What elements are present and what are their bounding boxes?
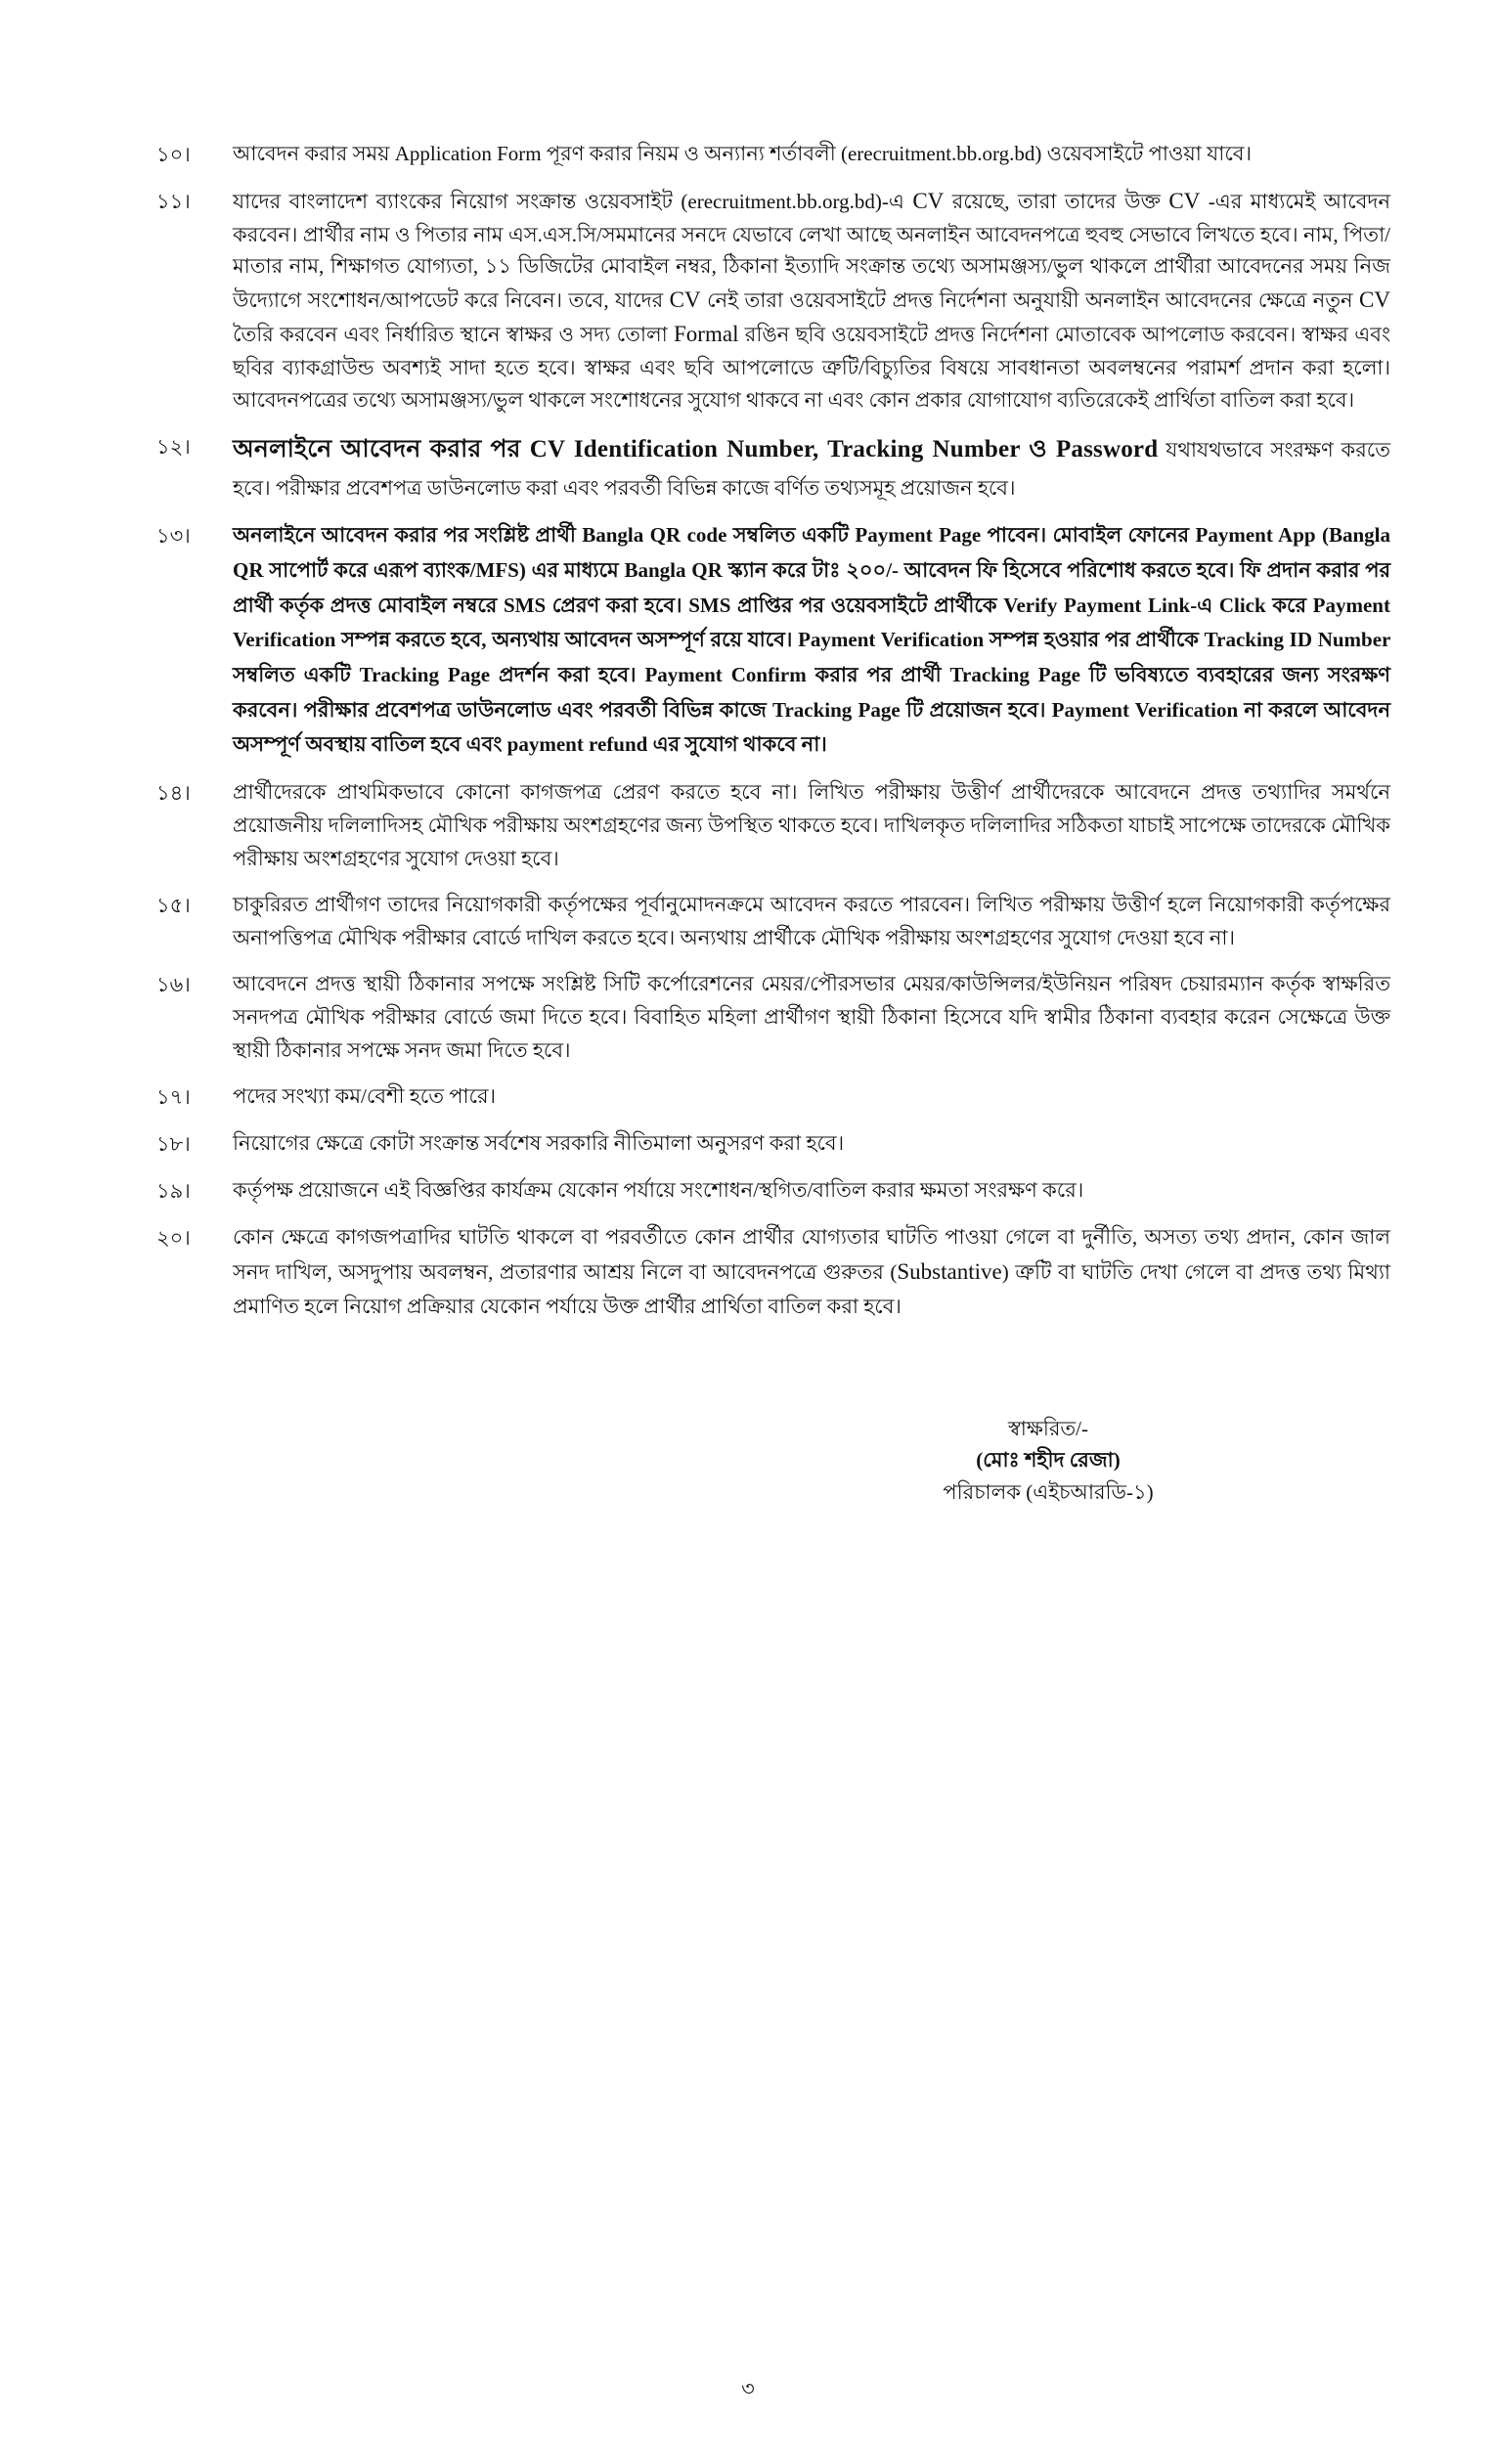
clause-run-en: Click [1218,593,1266,617]
clause-run-en: Payment Verification [798,628,985,652]
clause-run: সম্বলিত একটি [726,523,856,548]
clause-number: ১০। [156,143,191,166]
clause-run: করে [1265,593,1313,617]
clause-run: এর মাধ্যমে [525,557,625,582]
clause-run-en: Password [1055,436,1159,463]
clause-run-en: Bangla QR code [582,523,727,548]
clause-run-en: Formal [674,322,739,347]
clause-run-en: Tracking Page [359,662,491,686]
signature-designation: পরিচালক (এইচআরডি-১) [943,1479,1154,1504]
clause-run: স্ক্যান করে টাঃ ২০০/- আবেদন ফি হিসেবে পরিশোধ করতে হবে। ফি প্রদান করার পর প্রার্থী কর্তৃক প্রদত্ত মোবাইল নম্বরে [233,557,1390,617]
clause-number: ১৮। [156,1132,191,1157]
clause-run-en: Payment Confirm [644,662,807,686]
clause-run: সাপোর্ট করে এরূপ ব্যাংক/ [263,557,476,582]
clause-run-en: Bangla QR [624,557,723,582]
clause-12 [156,428,1390,506]
clause-text [233,184,1390,416]
clause-run: যথাযথভাবে সংরক্ষণ করতে হবে। পরীক্ষার প্রবেশপত্র ডাউনলোড করা এবং পরবর্তী বিভিন্ন কাজে বর্ণিত তথ্যসমূহ প্রয়োজন হবে। [233,438,1390,501]
clause-run-en: MFS) [475,557,526,582]
clause-text [233,1220,1390,1323]
clause-17 [156,1079,1390,1114]
clause-run: প্রেরণ করা হবে। [546,593,689,617]
clause-run: -এ [1190,593,1219,617]
clause-19 [156,1173,1390,1208]
signature-block [156,1337,1390,1509]
clause-run-en: Payment Page [855,523,982,548]
clause-run: রঙিন ছবি ওয়েবসাইটে প্রদত্ত নির্দেশনা মোতাবেক আপলোড করবেন। স্বাক্ষর এবং ছবির ব্যাকগ্রাউন্ড অবশ্যই সাদা হতে হবে। স্বাক্ষর এবং ছবি আপলোডে ত্রুটি/বিচ্যুতির বিষয়ে সাবধানতা অবলম্বনের পরামর্শ প্রদান করা হলো। আবেদনপত্রের তথ্যে অসামঞ্জস্য/ভুল থাকলে সংশোধনের সুযোগ থাকবে না এবং কোন প্রকার যোগাযোগ ব্যতিরেকেই প্রার্থিতা বাতিল করা হবে। [233,323,1391,412]
clause-run: পাবেন। মোবাইল ফোনের [981,523,1196,548]
clause-run: নেই তারা ওয়েবসাইটে প্রদত্ত নির্দেশনা অনুযায়ী অনলাইন আবেদনের ক্ষেত্রে নতুন [700,287,1360,312]
clause-run-en: CV [669,286,701,312]
clause-13 [156,518,1390,763]
clause-run: এর সুযোগ থাকবে না। [647,732,827,757]
document-body [156,137,1390,1508]
clause-run: প্রাপ্তির পর ওয়েবসাইটে প্রার্থীকে [730,593,1004,617]
clause-text: নিয়োগের ক্ষেত্রে কোটা সংক্রান্ত সর্বশেষ সরকারি নীতিমালা অনুসরণ করা হবে। [233,1131,845,1156]
clause-number: ১৬। [156,973,191,997]
clause-text: চাকুরিরত প্রার্থীগণ তাদের নিয়োগকারী কর্তৃপক্ষের পূর্বানুমোদনক্রমে আবেদন করতে পারবেন। লিখিত পরীক্ষায় উত্তীর্ণ হলে নিয়োগকারী কর্তৃপক্ষের অনাপত্তিপত্র মৌখিক পরীক্ষার বোর্ডে দাখিল করতে হবে। অন্যথায় প্রার্থীকে মৌখিক পরীক্ষায় অংশগ্রহণের সুযোগ দেওয়া হবে না। [233,893,1390,950]
clause-number: ১৭। [156,1085,191,1110]
clause-run-en: CV [912,189,945,214]
clause-run: অনলাইনে আবেদন করার পর [233,436,530,463]
clause-run: কোন ক্ষেত্রে কাগজপত্রাদির ঘাটতি থাকলে বা পরবর্তীতে কোন প্রার্থীর যোগ্যতার ঘাটতি পাওয়া গেলে বা দুর্নীতি, অসত্য তথ্য প্রদান, কোন জাল সনদ দাখিল, অসদুপায় অবলম্বন, প্রতারণার আশ্রয় নিলে বা আবেদনপত্রে গুরুতর ( [233,1225,1390,1285]
clause-run: আবেদন করার সময় [233,142,395,165]
clause-text: প্রার্থীদেরকে প্রাথমিকভাবে কোনো কাগজপত্র প্রেরণ করতে হবে না। লিখিত পরীক্ষায় উত্তীর্ণ প্রার্থীদেরকে আবেদনে প্রদত্ত তথ্যাদির সমর্থনে প্রয়োজনীয় দলিলাদিসহ মৌখিক পরীক্ষায় অংশগ্রহণের জন্য উপস্থিত থাকতে হবে। দাখিলকৃত দলিলাদির সঠিকতা যাচাই সাপেক্ষে তাদেরকে মৌখিক পরীক্ষায় অংশগ্রহণের সুযোগ দেওয়া হবে। [233,780,1390,871]
clause-15 [156,888,1390,954]
clause-run-en: SMS [503,593,547,617]
signature-signed-label: স্বাক্ষরিত/- [1007,1416,1089,1440]
clause-run-en: Application Form [394,142,542,165]
clause-run-en: Payment Verification [233,593,1390,652]
clause-run: পূরণ করার নিয়ম ও অন্যান্য শর্তাবলী (erecruitment.bb.org.bd) ওয়েবসাইটে পাওয়া যাবে। [541,142,1252,165]
clause-text: পদের সংখ্যা কম/বেশী হতে পারে। [233,1084,497,1109]
clause-run: অনলাইনে আবেদন করার পর সংশ্লিষ্ট প্রার্থী [233,523,583,548]
clause-number: ১২। [156,435,191,460]
signature-name: (মোঃ শহীদ রেজা) [976,1448,1121,1473]
clause-run: তৈরি করবেন এবং নির্ধারিত স্থানে স্বাক্ষর ও সদ্য তোলা [233,323,675,347]
page-number: ৩ [741,2377,755,2400]
clause-run-en: CV [1359,286,1390,312]
clause-run: রয়েছে, তারা তাদের উক্ত [944,190,1169,214]
clause-run: প্রদর্শন করা হবে। [490,662,645,686]
clause-number: ১৩। [156,524,191,549]
clause-14 [156,775,1390,875]
clause-run-en: Verify Payment Link [1003,593,1191,617]
clause-text: কর্তৃপক্ষ প্রয়োজনে এই বিজ্ঞপ্তির কার্যক্রম যেকোন পর্যায়ে সংশোধন/স্থগিত/বাতিল করার ক্ষমতা সংরক্ষণ করে। [233,1178,1084,1203]
clause-text [233,518,1390,763]
clause-run: -এর মাধ্যমেই আবেদন করবেন। প্রার্থীর নাম ও পিতার নাম এস.এস.সি/সমমানের সনদে যেভাবে লেখা আছে অনলাইন আবেদনপত্রে হুবহু সেভাবে লিখতে হবে। নাম, পিতা/মাতার নাম, শিক্ষাগত যোগ্যতা, ১১ ডিজিটের মোবাইল নম্বর, ঠিকানা ইত্যাদি সংক্রান্ত তথ্যে অসামঞ্জস্য/ভুল থাকলে প্রার্থীরা আবেদনের সময় নিজ উদ্যোগে সংশোধন/আপডেট করে নিবেন। তবে, যাদের [233,190,1391,312]
clause-run: সম্বলিত একটি [233,662,360,686]
clause-run-en: Payment Verification [1051,697,1239,722]
clause-run: ও [1020,436,1056,463]
clause-run-en: Tracking Page [949,662,1080,686]
clause-number: ১৪। [156,781,191,806]
clause-run-en: Substantive [897,1259,1002,1285]
clause-text [233,428,1390,506]
clause-run-en: CV [1168,189,1201,214]
clause-run-en: CV Identification Number, Tracking Number [529,436,1021,463]
clause-number: ১৫। [156,894,191,918]
clause-run: টি প্রয়োজন হবে। [900,697,1052,722]
clause-text: আবেদনে প্রদত্ত স্থায়ী ঠিকানার সপক্ষে সংশ্লিষ্ট সিটি কর্পোরেশনের মেয়র/পৌরসভার মেয়র/কাউন্সিলর/ইউনিয়ন পরিষদ চেয়ারম্যান কর্তৃক স্বাক্ষরিত সনদপত্র মৌখিক পরীক্ষার বোর্ডে জমা দিতে হবে। বিবাহিত মহিলা প্রার্থীগণ স্থায়ী ঠিকানা হিসেবে যদি স্বামীর ঠিকানা ব্যবহার করেন সেক্ষেত্রে উক্ত স্থায়ী ঠিকানার সপক্ষে সনদ জমা দিতে হবে। [233,972,1390,1063]
clause-10 [156,137,1390,171]
clause-run: সম্পন্ন হওয়ার পর প্রার্থীকে [984,628,1205,652]
clause-run: ) ত্রুটি বা ঘাটতি দেখা গেলে বা প্রদত্ত তথ্য মিথ্যা প্রমাণিত হলে নিয়োগ প্রক্রিয়ার যেকোন পর্যায়ে উক্ত প্রার্থীর প্রার্থিতা বাতিল করা হবে। [233,1260,1390,1319]
clause-number: ১১। [156,190,191,214]
clause-20 [156,1220,1390,1323]
clause-text [233,137,1390,170]
clause-run-en: payment refund [506,732,648,757]
clause-run: করার পর প্রার্থী [806,662,950,686]
clause-16 [156,967,1390,1067]
clause-18 [156,1126,1390,1161]
clause-run-en: Tracking Page [772,697,901,722]
clause-run-en: Payment App (Bangla QR [233,523,1390,582]
clause-run: যাদের বাংলাদেশ ব্যাংকের নিয়োগ সংক্রান্ত ওয়েবসাইট (erecruitment.bb.org.bd)-এ [233,190,913,214]
clause-run: টি ভবিষ্যতে ব্যবহারের জন্য সংরক্ষণ করবেন। পরীক্ষার প্রবেশপত্র ডাউনলোড এবং পরবর্তী বিভিন্ন কাজে [233,662,1390,722]
clause-run: না করলে আবেদন অসম্পূর্ণ অবস্থায় বাতিল হবে এবং [233,697,1391,757]
clause-number: ২০। [156,1226,191,1251]
clause-11 [156,184,1390,416]
clause-run-en: SMS [688,593,731,617]
clause-number: ১৯। [156,1179,191,1204]
clause-run: সম্পন্ন করতে হবে, অন্যথায় আবেদন অসম্পূর্ণ রয়ে যাবে। [335,628,799,652]
clause-run-en: Tracking ID Number [1204,628,1390,652]
